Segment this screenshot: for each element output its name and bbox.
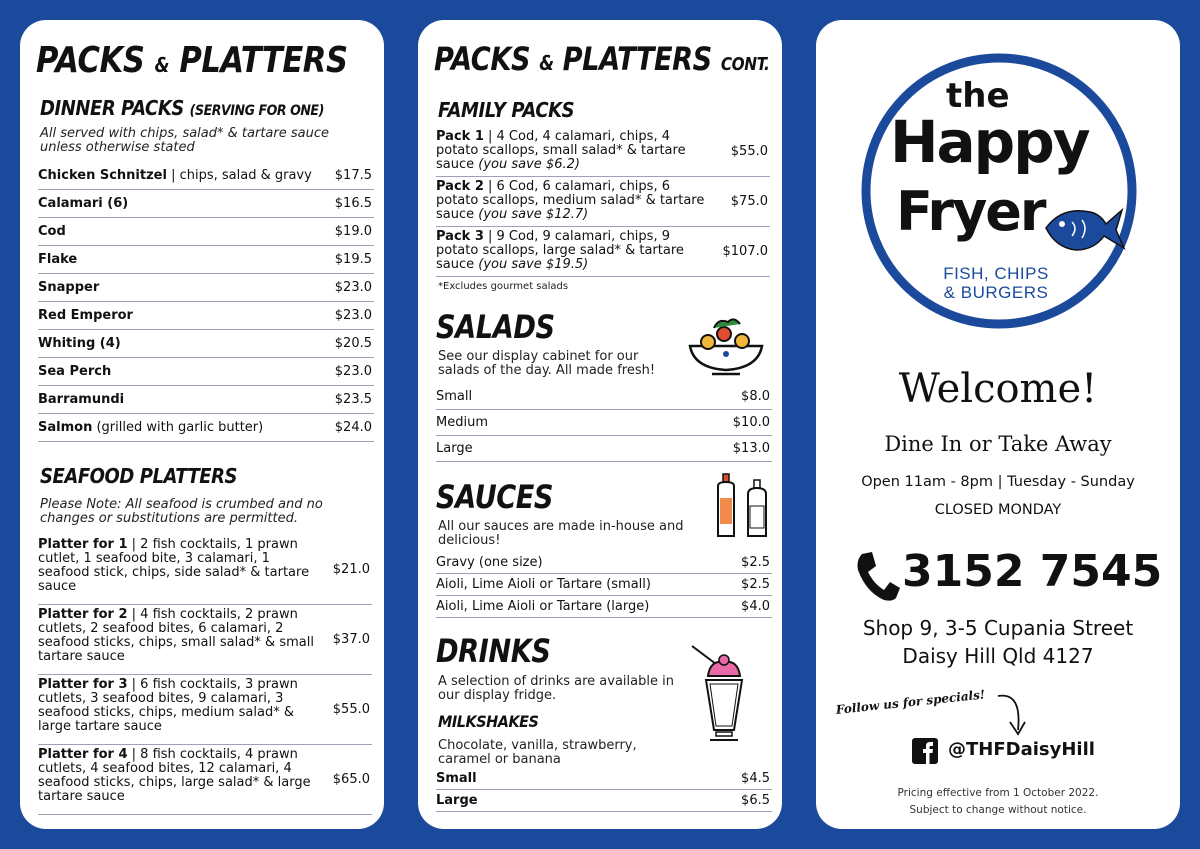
dinner-row xyxy=(38,414,374,442)
dinner-name-text: Barramundi xyxy=(38,392,125,407)
family-price: $55.0 xyxy=(730,144,768,159)
drinks-heading: DRINKS xyxy=(436,632,551,670)
sauce-price: $2.5 xyxy=(741,555,770,570)
follow-text: Follow us for specials! xyxy=(835,687,986,717)
platter-item-text xyxy=(38,538,318,594)
panel1-title xyxy=(36,40,348,81)
family-desc-text: | 9 Cod, 9 calamari, chips, 9 potato scallops, large salad* & tartare sauce xyxy=(436,229,684,272)
dinner-price: $23.5 xyxy=(334,392,372,407)
milkshake-item-name xyxy=(436,771,477,786)
dinner-item-name xyxy=(38,308,133,323)
milkshake-icon xyxy=(688,640,760,744)
info-panel xyxy=(816,20,1180,829)
milkshake-item-name xyxy=(436,793,478,808)
family-name-text: Pack 3 xyxy=(436,229,484,244)
dinner-price: $23.0 xyxy=(334,280,372,295)
family-save-text: (you save $6.2) xyxy=(478,157,580,172)
logo-the: the xyxy=(946,76,1010,116)
family-row xyxy=(436,128,770,177)
family-name-text: Pack 1 xyxy=(436,129,484,144)
title-amp: & xyxy=(154,53,170,77)
dinner-row xyxy=(38,218,374,246)
platter-row xyxy=(38,676,372,745)
dinner-item-name xyxy=(38,336,121,351)
dinner-desc-text: (grilled with garlic butter) xyxy=(92,420,264,435)
platter-desc-text: | 2 fish cocktails, 1 prawn cutlet, 1 seafood bite, 3 calamari, 1 seafood stick, chips, side salad* & tartare sauce xyxy=(38,537,310,594)
sauce-item-name xyxy=(436,577,651,592)
milkshake-row xyxy=(436,790,772,812)
family-packs-heading: FAMILY PACKS xyxy=(438,98,575,122)
dinner-item-name xyxy=(38,364,111,379)
salads-heading: SALADS xyxy=(436,308,555,346)
seafood-platters-heading: SEAFOOD PLATTERS xyxy=(40,464,238,488)
salad-item-name xyxy=(436,415,488,430)
dinner-name-text: Red Emperor xyxy=(38,308,133,323)
address-line1: Shop 9, 3-5 Cupania Street xyxy=(862,616,1134,640)
dinner-item-name xyxy=(38,280,99,295)
family-save-text: (you save $19.5) xyxy=(478,257,589,272)
platter-desc-text: | 4 fish cocktails, 2 prawn cutlets, 2 seafood bites, 6 calamari, 2 seafood sticks, chips, small salad* & small tartare sauce xyxy=(38,607,314,664)
milkshake-price: $6.5 xyxy=(741,793,770,808)
panel2-title xyxy=(434,40,769,78)
salad-item-name xyxy=(436,389,472,404)
sauce-name-text: Aioli, Lime Aioli or Tartare (small) xyxy=(436,577,651,592)
platter-item-text xyxy=(38,748,318,804)
salad-bowl-icon xyxy=(684,316,768,378)
title2-cont: CONT. xyxy=(720,54,770,75)
dinner-row xyxy=(38,358,374,386)
title2-word-packs: PACKS xyxy=(434,40,531,78)
milkshake-name-text: Small xyxy=(436,771,477,786)
sauce-row xyxy=(436,552,772,574)
dinner-row xyxy=(38,274,374,302)
sauce-item-name xyxy=(436,599,649,614)
family-footnote: *Excludes gourmet salads xyxy=(438,281,569,292)
dinner-item-name xyxy=(38,392,124,407)
dinner-row xyxy=(38,246,374,274)
social-handle[interactable]: @THFDaisyHill xyxy=(948,739,1095,760)
sauces-note: All our sauces are made in-house and delicious! xyxy=(438,519,684,548)
dinner-packs-heading xyxy=(40,96,324,120)
logo-tag-line2: & BURGERS xyxy=(943,283,1049,302)
sauce-price: $2.5 xyxy=(741,577,770,592)
dinner-item-name xyxy=(38,224,66,239)
dinner-price: $23.0 xyxy=(334,364,372,379)
dinner-item-name xyxy=(38,196,128,211)
phone-icon xyxy=(854,550,900,602)
dinner-heading-text: DINNER PACKS xyxy=(40,96,184,120)
fish-icon xyxy=(1042,196,1128,260)
dinner-desc-text: | chips, salad & gravy xyxy=(166,168,312,183)
dinner-name-text: Sea Perch xyxy=(38,364,112,379)
milkshakes-note: Chocolate, vanilla, strawberry, caramel or banana xyxy=(438,738,637,767)
dinner-row xyxy=(38,190,374,218)
dinner-price: $16.5 xyxy=(334,196,372,211)
family-item-text xyxy=(436,180,714,222)
dinner-price: $23.0 xyxy=(334,308,372,323)
sauce-price: $4.0 xyxy=(741,599,770,614)
sauce-row xyxy=(436,574,772,596)
family-desc-text: | 6 Cod, 6 calamari, chips, 6 potato scallops, medium salad* & tartare sauce xyxy=(436,179,705,222)
logo-tagline xyxy=(906,264,1086,302)
platter-row xyxy=(38,606,372,675)
dinner-price: $19.0 xyxy=(334,224,372,239)
dinner-row xyxy=(38,330,374,358)
logo-fryer: Fryer xyxy=(896,180,1045,243)
milkshakes-heading: MILKSHAKES xyxy=(438,712,539,731)
salad-row xyxy=(436,436,772,462)
facebook-icon[interactable] xyxy=(912,738,938,764)
platter-item-text xyxy=(38,608,318,664)
platter-name-text: Platter for 1 xyxy=(38,537,128,552)
title2-word-platters: PLATTERS xyxy=(562,40,712,78)
arrow-icon xyxy=(994,690,1034,740)
dinner-note: All served with chips, salad* & tartare sauce unless otherwise stated xyxy=(40,126,329,155)
sauces-heading: SAUCES xyxy=(436,478,554,516)
salads-note: See our display cabinet for our salads of the day. All made fresh! xyxy=(438,349,656,378)
dinner-name-text: Whiting (4) xyxy=(38,336,121,351)
salad-name-text: Large xyxy=(436,441,473,456)
dinner-row xyxy=(38,386,374,414)
dinner-item-name xyxy=(38,168,312,183)
welcome-heading: Welcome! xyxy=(898,366,1098,412)
address-line2: Daisy Hill Qld 4127 xyxy=(902,644,1094,668)
salad-row xyxy=(436,410,772,436)
dine-in-text: Dine In or Take Away xyxy=(884,432,1112,456)
dinner-name-text: Snapper xyxy=(38,280,100,295)
closed-monday: CLOSED MONDAY xyxy=(934,502,1062,518)
sauce-item-name xyxy=(436,555,543,570)
pricing-line2: Subject to change without notice. xyxy=(909,804,1087,816)
family-desc-text: | 4 Cod, 4 calamari, chips, 4 potato scallops, small salad* & tartare sauce xyxy=(436,129,686,172)
sauce-name-text: Aioli, Lime Aioli or Tartare (large) xyxy=(436,599,650,614)
salad-row xyxy=(436,384,772,410)
milkshake-price: $4.5 xyxy=(741,771,770,786)
salad-name-text: Medium xyxy=(436,415,488,430)
platter-price: $37.0 xyxy=(332,632,370,647)
dinner-name-text: Chicken Schnitzel xyxy=(38,168,167,183)
family-price: $107.0 xyxy=(722,244,768,259)
family-item-text xyxy=(436,230,714,272)
logo-tag-line1: FISH, CHIPS xyxy=(943,264,1049,283)
salad-price: $10.0 xyxy=(732,415,770,430)
dinner-price: $24.0 xyxy=(334,420,372,435)
platter-price: $55.0 xyxy=(332,702,370,717)
platter-name-text: Platter for 3 xyxy=(38,677,128,692)
dinner-name-text: Cod xyxy=(38,224,66,239)
dinner-packs-panel xyxy=(20,20,384,829)
dinner-item-name xyxy=(38,420,263,435)
platter-price: $21.0 xyxy=(332,562,370,577)
platter-item-text xyxy=(38,678,318,734)
sauce-name-text: Gravy (one size) xyxy=(436,555,543,570)
platter-row xyxy=(38,536,372,605)
dinner-row xyxy=(38,302,374,330)
family-price: $75.0 xyxy=(730,194,768,209)
platter-row xyxy=(38,746,372,815)
sauce-row xyxy=(436,596,772,618)
dinner-sub-text: (SERVING FOR ONE) xyxy=(189,103,324,119)
dinner-name-text: Salmon xyxy=(38,420,93,435)
family-row xyxy=(436,178,770,227)
dinner-name-text: Calamari (6) xyxy=(38,196,129,211)
salad-name-text: Small xyxy=(436,389,473,404)
platter-price: $65.0 xyxy=(332,772,370,787)
title2-amp: & xyxy=(539,51,554,75)
opening-hours: Open 11am - 8pm | Tuesday - Sunday xyxy=(861,474,1135,490)
family-name-text: Pack 2 xyxy=(436,179,484,194)
family-row xyxy=(436,228,770,277)
platter-name-text: Platter for 2 xyxy=(38,607,128,622)
milkshake-name-text: Large xyxy=(436,793,478,808)
packs-cont-panel xyxy=(418,20,782,829)
family-save-text: (you save $12.7) xyxy=(478,207,589,222)
platter-name-text: Platter for 4 xyxy=(38,747,128,762)
platter-desc-text: | 8 fish cocktails, 4 prawn cutlets, 4 seafood bites, 12 calamari, 4 seafood sticks, chips, large salad* & large tartare sauce xyxy=(38,747,311,804)
logo-happy: Happy xyxy=(890,108,1089,176)
title-word-platters: PLATTERS xyxy=(179,40,348,81)
dinner-price: $17.5 xyxy=(334,168,372,183)
dinner-price: $20.5 xyxy=(334,336,372,351)
dinner-item-name xyxy=(38,252,77,267)
dinner-name-text: Flake xyxy=(38,252,78,267)
milkshake-row xyxy=(436,768,772,790)
family-item-text xyxy=(436,130,714,172)
dinner-row xyxy=(38,162,374,190)
salad-item-name xyxy=(436,441,473,456)
salad-price: $8.0 xyxy=(741,389,770,404)
phone-number[interactable]: 3152 7545 xyxy=(902,546,1163,597)
pricing-line1: Pricing effective from 1 October 2022. xyxy=(897,787,1099,799)
salad-price: $13.0 xyxy=(732,441,770,456)
platter-desc-text: | 6 fish cocktails, 3 prawn cutlets, 3 seafood bites, 9 calamari, 3 seafood sticks, chips, medium salad* & large tartare sauce xyxy=(38,677,298,734)
sauce-bottles-icon xyxy=(712,472,772,540)
title-word-packs: PACKS xyxy=(36,40,145,81)
dinner-price: $19.5 xyxy=(334,252,372,267)
drinks-note: A selection of drinks are available in our display fridge. xyxy=(438,674,674,703)
seafood-note: Please Note: All seafood is crumbed and no changes or substitutions are permitted. xyxy=(40,497,323,526)
